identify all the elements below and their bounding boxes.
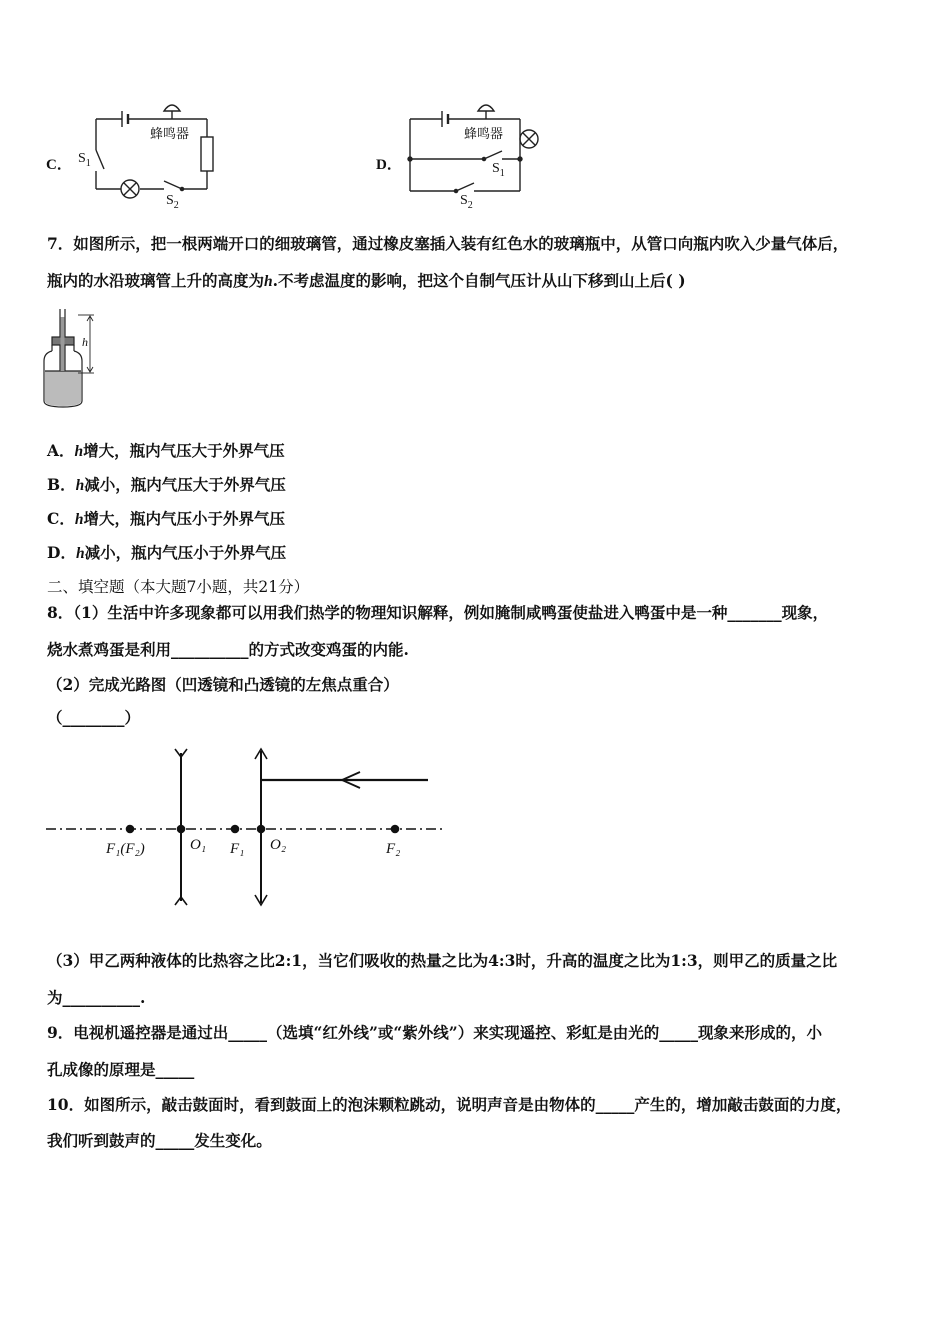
q10-line1: 10．如图所示，敲击鼓面时，看到鼓面上的泡沫颗粒跳动，说明声音是由物体的_____产生的，增加敲击鼓面的力度， [47, 1095, 852, 1114]
q9-line2: 孔成像的原理是_____ [47, 1060, 195, 1079]
o1-label: O₁ [190, 837, 207, 853]
option-c-label: C． [46, 157, 72, 173]
option-d-label: D． [376, 157, 402, 173]
switch-s1-label-d: $S_1$ [492, 161, 505, 179]
q7-option-b: B．h减小，瓶内气压大于外界气压 [47, 475, 286, 494]
barometer-figure [40, 305, 110, 415]
q7-option-a: A．h增大，瓶内气压大于外界气压 [47, 441, 285, 460]
circuit-c [40, 95, 230, 220]
q8-part2: （2）完成光路图（凹透镜和凸透镜的左焦点重合） [47, 675, 399, 694]
o2-label: O₂ [270, 837, 287, 853]
f1-label: F₁ [230, 841, 245, 857]
q7-option-d: D．h减小，瓶内气压小于外界气压 [47, 543, 287, 562]
circuit-c-diagram [40, 95, 230, 220]
optics-diagram [44, 745, 454, 910]
switch-s1-label-c: $S_1$ [78, 151, 91, 169]
f2-label: F₂ [386, 841, 401, 857]
q8-line1: 8．（1）生活中许多现象都可以用我们热学的物理知识解释，例如腌制咸鸭蛋使盐进入鸭蛋中是一种_______现象， [47, 603, 829, 622]
height-h-label: h [82, 335, 88, 349]
optics-svg [44, 745, 454, 910]
q8-part3-line2: 为__________. [47, 988, 146, 1007]
section2-title: 二、填空题（本大题7小题，共21分） [47, 578, 310, 596]
q8-part3-line1: （3）甲乙两种液体的比热容之比2:1，当它们吸收的热量之比为4:3时，升高的温度之比为1:3，则甲乙的质量之比 [47, 951, 838, 970]
q7-option-c: C．h增大，瓶内气压小于外界气压 [47, 509, 285, 528]
q8-part2-blank: （________） [47, 708, 141, 727]
q8-line2: 烧水煮鸡蛋是利用__________的方式改变鸡蛋的内能. [47, 640, 409, 659]
f1f2-label: F₁(F₂) [106, 841, 145, 857]
circuit-d [370, 95, 560, 220]
q10-line2: 我们听到鼓声的_____发生变化。 [47, 1131, 272, 1150]
buzzer-label-c: 蜂鸣器 [150, 127, 190, 142]
barometer-diagram [40, 305, 110, 415]
buzzer-label-d: 蜂鸣器 [464, 127, 504, 142]
q9-line1: 9．电视机遥控器是通过出_____（选填“红外线”或“紫外线”）来实现遥控、彩虹是由光的_____现象来形成的，小 [47, 1023, 822, 1042]
switch-s2-label-d: $S_2$ [460, 193, 473, 211]
q7-line2: 瓶内的水沿玻璃管上升的高度为h.不考虑温度的影响，把这个自制气压计从山下移到山上后( ) [47, 271, 686, 290]
switch-s2-label-c: $S_2$ [166, 193, 179, 211]
q7-line1: 7．如图所示，把一根两端开口的细玻璃管，通过橡皮塞插入装有红色水的玻璃瓶中，从管口向瓶内吹入少量气体后， [47, 234, 849, 253]
